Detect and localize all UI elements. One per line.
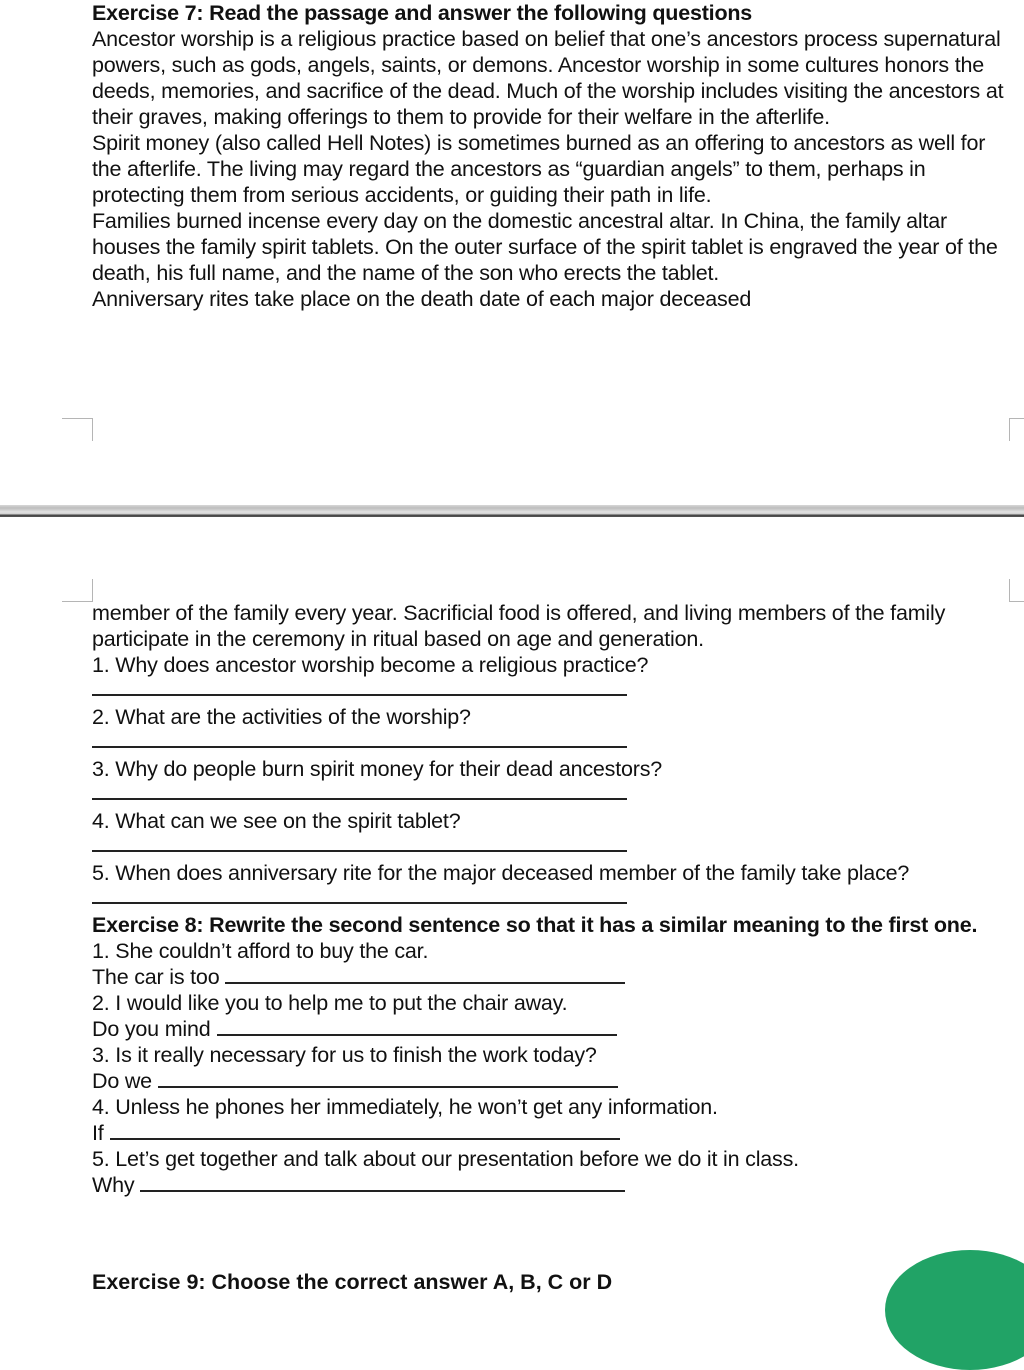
answer-line[interactable] bbox=[92, 834, 1012, 860]
original-sentence: 4. Unless he phones her immediately, he won’t get any information. bbox=[92, 1095, 718, 1119]
page-break-divider bbox=[0, 505, 1024, 517]
rewrite-prompt: The car is too bbox=[92, 965, 220, 989]
exercise-9-title-cutoff: Exercise 9: Choose the correct answer A, B, C or D bbox=[92, 1270, 613, 1294]
passage-paragraph: member of the family every year. Sacrificial food is offered, and living members of the family participate in the ceremony in ritual based on age and generation. bbox=[92, 601, 946, 651]
original-sentence: 2. I would like you to help me to put the chair away. bbox=[92, 991, 568, 1015]
question: 5. When does anniversary rite for the major deceased member of the family take place? bbox=[92, 861, 910, 885]
question: 2. What are the activities of the worship? bbox=[92, 705, 471, 729]
rewrite-blank[interactable] bbox=[225, 964, 625, 984]
passage-paragraph: Spirit money (also called Hell Notes) is sometimes burned as an offering to ancestors as well for the afterlife. The living may regard the ancestors as “guardian angels” to them, perhaps in protecting them from serious accidents, or guiding their path in life. bbox=[92, 131, 986, 207]
answer-line[interactable] bbox=[92, 782, 1012, 808]
original-sentence: 1. She couldn’t afford to buy the car. bbox=[92, 939, 429, 963]
rewrite-line bbox=[92, 1172, 1012, 1198]
question: 4. What can we see on the spirit tablet? bbox=[92, 809, 461, 833]
passage-paragraph: Anniversary rites take place on the death date of each major deceased bbox=[92, 287, 752, 311]
document-page-2 bbox=[0, 517, 1024, 1280]
page-margin-corner-mark bbox=[1009, 418, 1024, 441]
rewrite-blank[interactable] bbox=[217, 1016, 617, 1036]
page-margin-corner-mark bbox=[62, 418, 93, 441]
rewrite-blank[interactable] bbox=[158, 1068, 618, 1088]
rewrite-line bbox=[92, 1068, 1012, 1094]
exercise-7-title: Exercise 7: Read the passage and answer the following questions bbox=[92, 1, 753, 25]
question: 3. Why do people burn spirit money for their dead ancestors? bbox=[92, 757, 663, 781]
original-sentence: 3. Is it really necessary for us to finish the work today? bbox=[92, 1043, 597, 1067]
exercise-8-title: Exercise 8: Rewrite the second sentence so that it has a similar meaning to the first one. bbox=[92, 913, 978, 937]
rewrite-line bbox=[92, 1120, 1012, 1146]
exercise-7-passage bbox=[92, 0, 1012, 312]
page-margin-corner-mark bbox=[62, 579, 93, 602]
exercise-7-continued bbox=[92, 600, 1012, 1198]
passage-paragraph: Families burned incense every day on the domestic ancestral altar. In China, the family altar houses the family spirit tablets. On the outer surface of the spirit tablet is engraved the year of the death, his full name, and the name of the son who erects the tablet. bbox=[92, 209, 998, 285]
rewrite-prompt: Do we bbox=[92, 1069, 152, 1093]
original-sentence: 5. Let’s get together and talk about our presentation before we do it in class. bbox=[92, 1147, 799, 1171]
rewrite-blank[interactable] bbox=[110, 1120, 620, 1140]
rewrite-line bbox=[92, 1016, 1012, 1042]
answer-line[interactable] bbox=[92, 886, 1012, 912]
rewrite-blank[interactable] bbox=[140, 1172, 625, 1192]
question: 1. Why does ancestor worship become a religious practice? bbox=[92, 653, 649, 677]
answer-line[interactable] bbox=[92, 678, 1012, 704]
answer-line[interactable] bbox=[92, 730, 1012, 756]
rewrite-line bbox=[92, 964, 1012, 990]
rewrite-prompt: Do you mind bbox=[92, 1017, 211, 1041]
passage-paragraph: Ancestor worship is a religious practice based on belief that one’s ancestors process supernatural powers, such as gods, angels, saints, or demons. Ancestor worship in some cultures honors the deeds, memories, and sacrifice of the dead. Much of the worship includes visiting the ancestors at their graves, making offerings to them to provide for their welfare in the afterlife. bbox=[92, 27, 1004, 129]
document-page-1 bbox=[0, 0, 1024, 505]
rewrite-prompt: If bbox=[92, 1121, 104, 1145]
rewrite-prompt: Why bbox=[92, 1173, 135, 1197]
page-margin-corner-mark bbox=[1009, 579, 1024, 602]
